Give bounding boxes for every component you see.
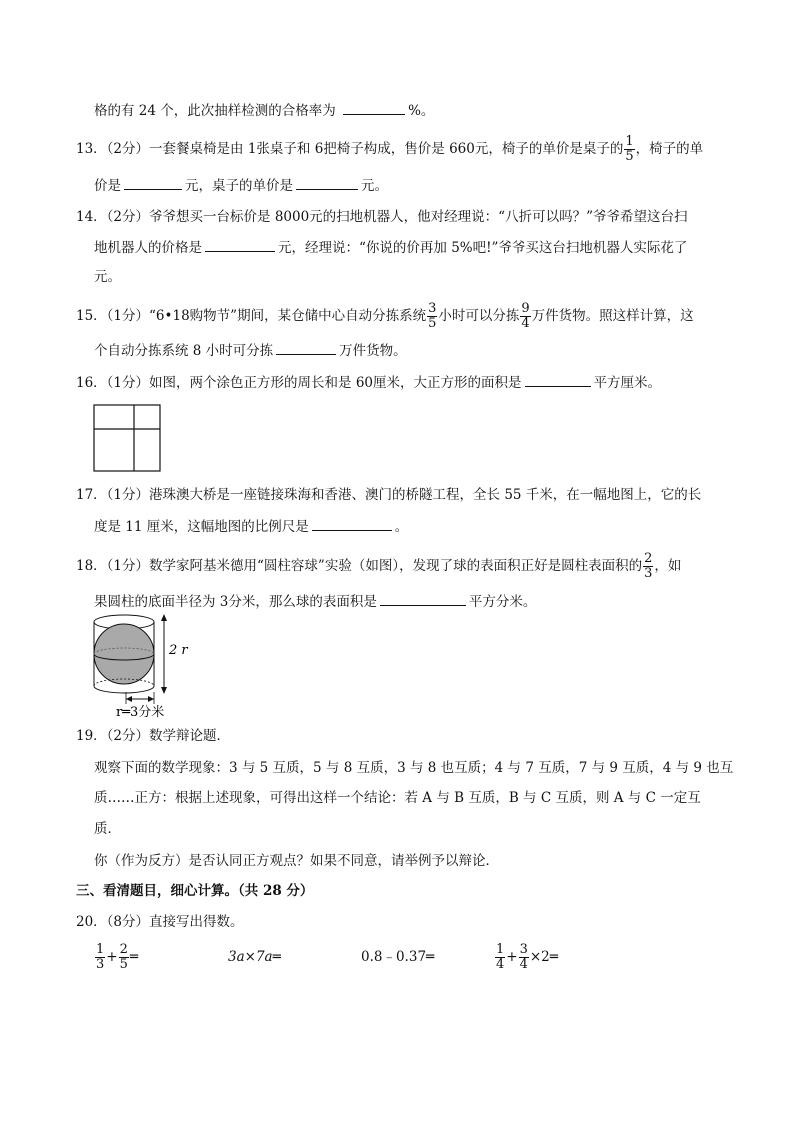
q14-line1 bbox=[76, 207, 687, 227]
q19-line1 bbox=[94, 758, 733, 778]
fraction-numerator: 1 bbox=[625, 134, 634, 149]
answer-blank[interactable] bbox=[276, 340, 336, 355]
q20-expr3 bbox=[361, 947, 434, 967]
q19-line4 bbox=[94, 851, 499, 871]
q20-expr1 bbox=[94, 942, 138, 972]
question-text: 平方分米。 bbox=[468, 594, 537, 610]
q17-line2 bbox=[94, 516, 408, 537]
question-text: “6•18购物节”期间，某仓储中心自动分拣系统 bbox=[149, 308, 427, 324]
fraction-numerator: 3 bbox=[428, 301, 437, 316]
answer-blank[interactable] bbox=[343, 100, 405, 115]
fraction-numerator: 1 bbox=[496, 942, 505, 957]
answer-blank[interactable] bbox=[205, 237, 275, 252]
q16-line1 bbox=[76, 372, 661, 393]
fraction bbox=[119, 943, 129, 972]
q20-expr2 bbox=[228, 947, 281, 967]
fraction-denominator: 4 bbox=[521, 316, 530, 331]
operator: ═ bbox=[129, 949, 139, 965]
q12-tail-text: 格的有 24 个，此次抽样检测的合格率为 bbox=[94, 103, 336, 119]
question-text: 港珠澳大桥是一座链接珠海和香港、澳门的桥隧工程，全长 55 千米，在一幅地图上，它的长 bbox=[149, 487, 702, 503]
question-text: ，椅子的单 bbox=[635, 141, 704, 157]
question-text: 元，桌子的单价是 bbox=[185, 178, 293, 194]
operator: + bbox=[506, 949, 518, 965]
fraction-denominator: 5 bbox=[625, 149, 634, 164]
question-text: 。 bbox=[394, 519, 409, 535]
question-text: 一套餐桌椅是由 1张桌子和 6把椅子构成，售价是 660元，椅子的单价是桌子的 bbox=[149, 141, 624, 157]
fraction-denominator: 3 bbox=[96, 957, 105, 972]
question-text: 平方厘米。 bbox=[593, 375, 661, 391]
q20-line1 bbox=[76, 912, 244, 932]
squares-figure bbox=[93, 404, 161, 472]
fraction-denominator: 3 bbox=[644, 566, 653, 581]
expression-text: ×2═ bbox=[529, 949, 558, 965]
q12-tail-end: %。 bbox=[408, 103, 435, 119]
question-text: 质……正方：根据上述现象，可得出这样一个结论：若 A 与 B 互质，B 与 C 互质，则 A 与 C 一定互 bbox=[94, 790, 701, 806]
label-2r: 2 r bbox=[169, 643, 188, 658]
question-number: 15．（1分） bbox=[76, 308, 150, 324]
answer-blank[interactable] bbox=[312, 516, 392, 531]
question-number: 13．（2分） bbox=[76, 141, 150, 157]
fraction bbox=[495, 943, 505, 972]
fraction bbox=[519, 943, 529, 972]
answer-blank[interactable] bbox=[525, 372, 591, 387]
expression-text: 0.8﹣0.37═ bbox=[361, 949, 435, 965]
q15-line1 bbox=[76, 302, 694, 331]
label-radius: r═3分米 bbox=[116, 705, 165, 720]
question-text: 果圆柱的底面半径为 3分米，那么球的表面积是 bbox=[94, 594, 377, 610]
q14-line2 bbox=[94, 237, 687, 258]
question-text: 元，经理说：“你说的价再加 5%吧!”爷爷买这台扫地机器人实际花了 bbox=[278, 240, 688, 256]
question-text: 地机器人的价格是 bbox=[94, 240, 202, 256]
fraction-denominator: 5 bbox=[119, 957, 128, 972]
answer-blank[interactable] bbox=[296, 175, 358, 190]
q13-line1 bbox=[76, 135, 703, 164]
question-number: 14．（2分） bbox=[76, 209, 150, 225]
question-text: 度是 11 厘米，这幅地图的比例尺是 bbox=[94, 519, 309, 535]
question-text: 元。 bbox=[94, 269, 121, 285]
q13-line2 bbox=[94, 175, 388, 196]
cylinder-sphere-figure bbox=[88, 612, 198, 720]
fraction-denominator: 5 bbox=[428, 316, 437, 331]
question-text: 数学家阿基米德用“圆柱容球”实验（如图），发现了球的表面积正好是圆柱表面积的 bbox=[149, 558, 643, 574]
question-text: 观察下面的数学现象：3 与 5 互质，5 与 8 互质，3 与 8 也互质；4 与 7 互质，7 与 9 互质，4 与 9 也互 bbox=[94, 760, 734, 776]
question-number: 20．（8分） bbox=[76, 914, 150, 930]
question-text: 小时可以分拣 bbox=[438, 308, 520, 324]
section-title bbox=[76, 881, 313, 901]
section-title-text: 三、看清题目，细心计算。（共 28 分） bbox=[76, 883, 314, 899]
fraction-numerator: 9 bbox=[521, 301, 530, 316]
question-text: ，如 bbox=[654, 558, 682, 574]
question-number: 18．（1分） bbox=[76, 558, 150, 574]
question-text: 质． bbox=[94, 821, 121, 837]
fraction-numerator: 1 bbox=[96, 942, 105, 957]
fraction bbox=[643, 552, 653, 581]
q20-expr4 bbox=[494, 942, 558, 972]
q17-line1 bbox=[76, 485, 701, 505]
operator: + bbox=[106, 949, 118, 965]
question-number: 17．（1分） bbox=[76, 487, 150, 503]
answer-blank[interactable] bbox=[380, 591, 466, 606]
q19-line0 bbox=[76, 726, 230, 746]
question-text: 万件货物。 bbox=[339, 343, 407, 359]
fraction-numerator: 2 bbox=[644, 551, 653, 566]
question-number: 16．（1分） bbox=[76, 375, 150, 391]
question-text: 如图，两个涂色正方形的周长和是 60厘米，大正方形的面积是 bbox=[149, 375, 522, 391]
q12-line bbox=[94, 100, 434, 121]
question-text: 价是 bbox=[94, 178, 121, 194]
fraction-numerator: 3 bbox=[519, 942, 528, 957]
fraction-numerator: 2 bbox=[119, 942, 128, 957]
fraction bbox=[520, 302, 530, 331]
question-text: 直接写出得数。 bbox=[149, 914, 244, 930]
fraction bbox=[624, 135, 634, 164]
question-text: 数学辩论题． bbox=[149, 728, 231, 744]
fraction-denominator: 4 bbox=[519, 957, 528, 972]
question-text: 个自动分拣系统 8 小时可分拣 bbox=[94, 343, 274, 359]
fraction bbox=[95, 943, 105, 972]
fraction bbox=[427, 302, 437, 331]
question-text: 爷爷想买一台标价是 8000元的扫地机器人，他对经理说：“八折可以吗？”爷爷希望这台扫 bbox=[149, 209, 688, 225]
q15-line2 bbox=[94, 340, 407, 361]
question-text: 万件货物。照这样计算，这 bbox=[531, 308, 694, 324]
expression-text: 3a×7a═ bbox=[228, 949, 281, 965]
q18-line2 bbox=[94, 591, 536, 612]
question-number: 19．（2分） bbox=[76, 728, 150, 744]
q19-line3 bbox=[94, 819, 121, 839]
fraction-denominator: 4 bbox=[496, 957, 505, 972]
answer-blank[interactable] bbox=[124, 175, 182, 190]
question-text: 元。 bbox=[361, 178, 388, 194]
q18-line1 bbox=[76, 552, 681, 581]
question-text: 你（作为反方）是否认同正方观点？如果不同意，请举例予以辩论． bbox=[94, 853, 499, 869]
q14-line3 bbox=[94, 267, 121, 287]
q19-line2 bbox=[94, 788, 701, 808]
